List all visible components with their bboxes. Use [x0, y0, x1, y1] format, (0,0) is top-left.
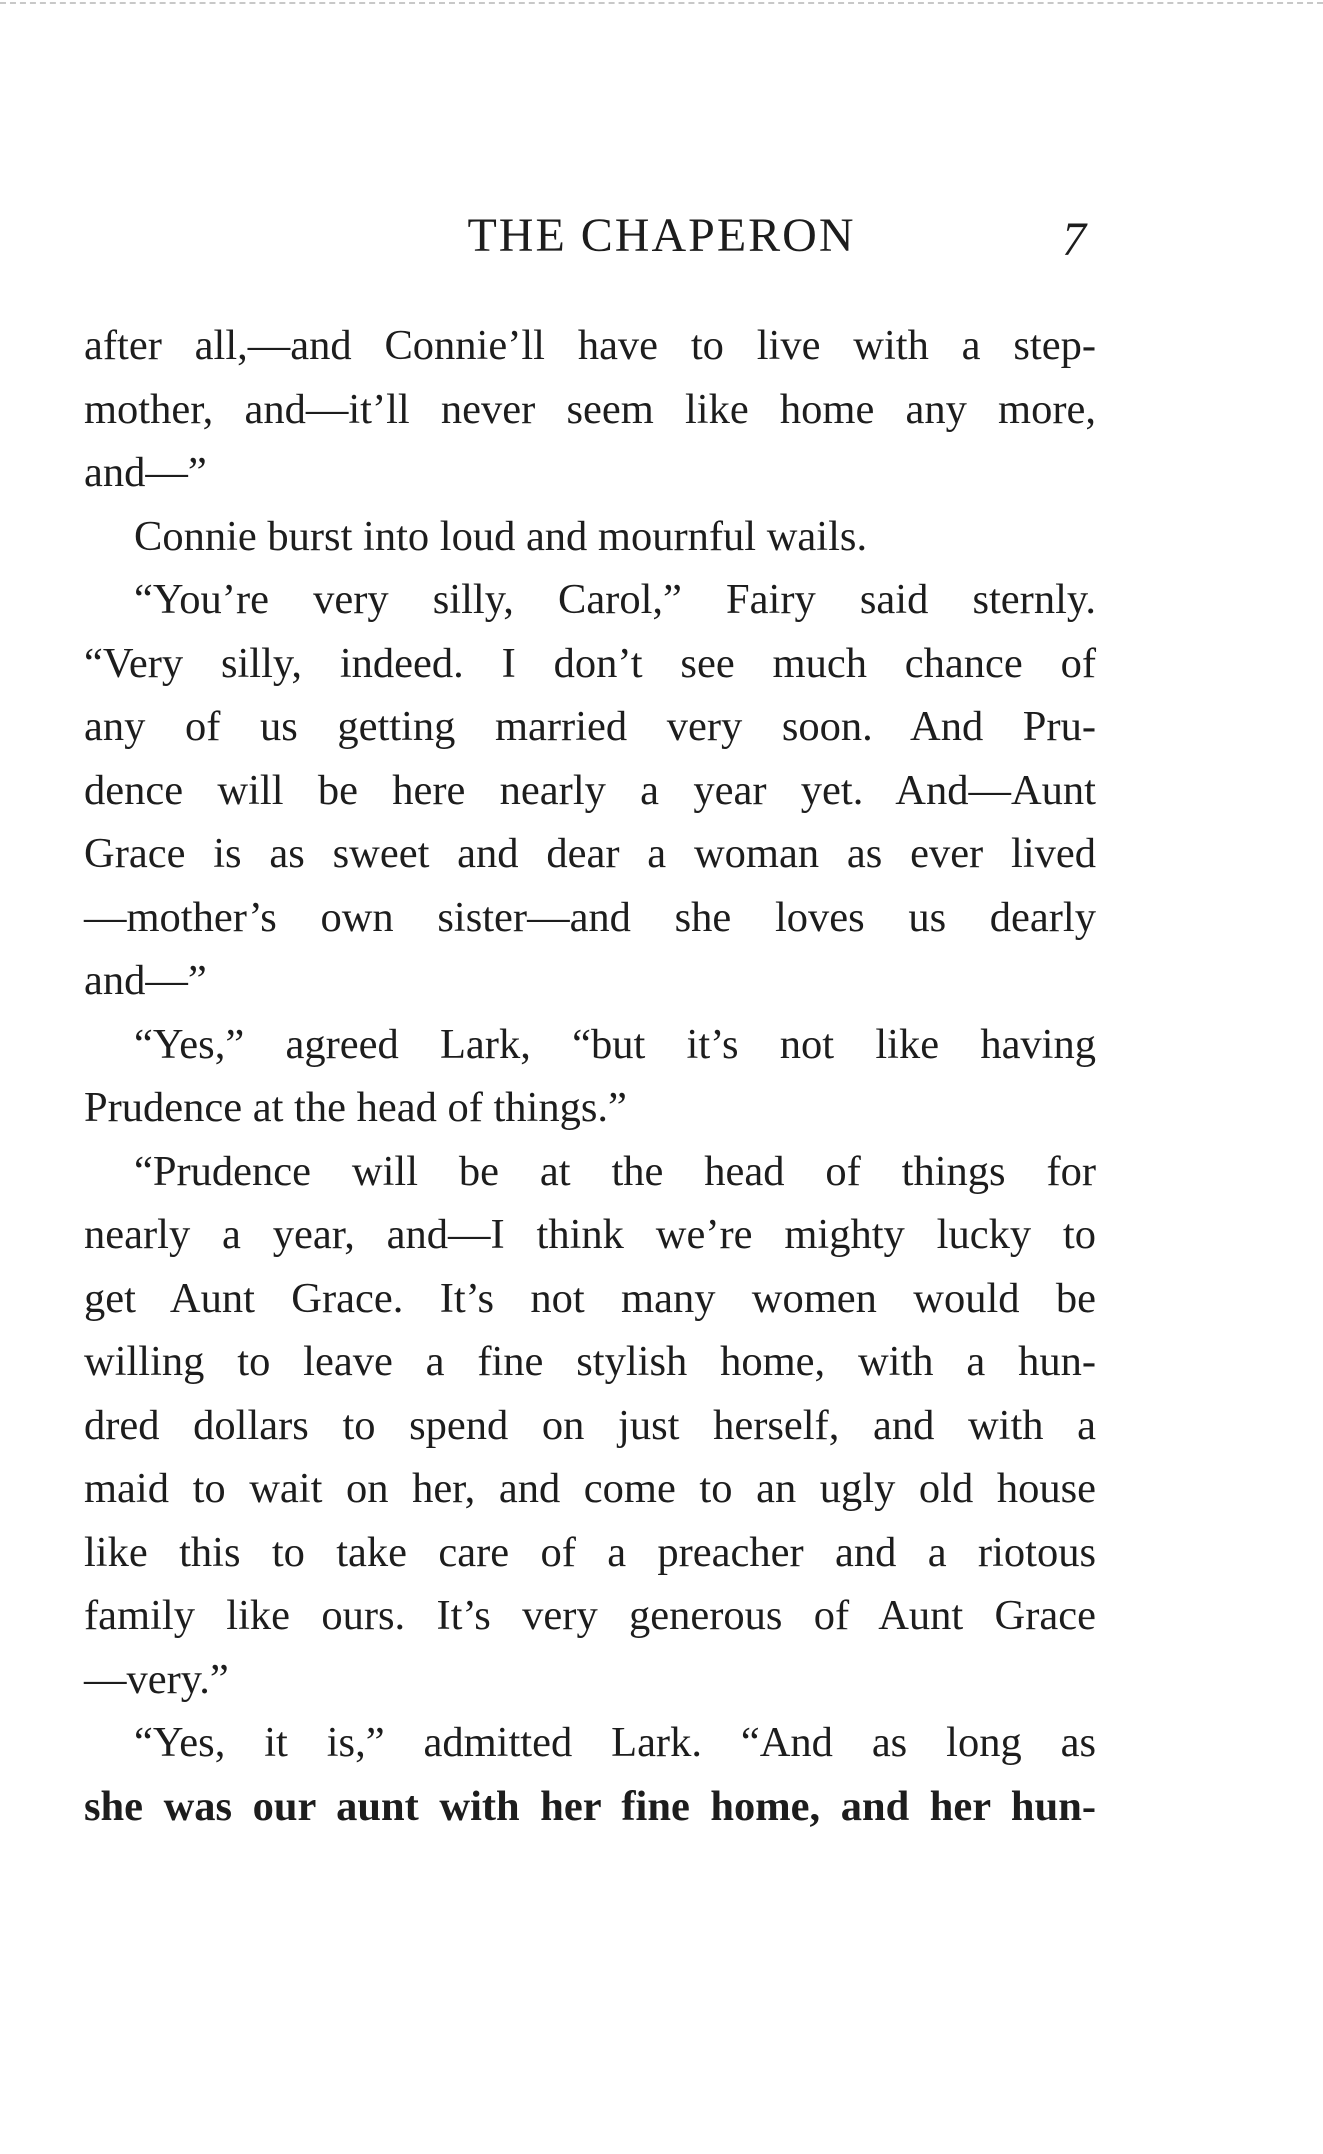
text-line: mother, and—it’ll never seem like home any more,: [84, 385, 1096, 433]
text-line: dred dollars to spend on just herself, and with a: [84, 1401, 1096, 1449]
body-text: [84, 314, 1096, 1838]
text-line: and—”: [84, 957, 207, 1004]
text-line: Grace is as sweet and dear a woman as ever lived: [84, 830, 1096, 877]
text-line: get Aunt Grace. It’s not many women would be: [84, 1274, 1096, 1322]
text-line: willing to leave a fine stylish home, with a hun-: [84, 1338, 1096, 1385]
text-line: “Very silly, indeed. I don’t see much chance of: [84, 639, 1096, 687]
text-line: “Yes,” agreed Lark, “but it’s not like having: [134, 1020, 1096, 1068]
text-line: family like ours. It’s very generous of Aunt Grace: [84, 1592, 1096, 1639]
text-line: any of us getting married very soon. And Pru-: [84, 703, 1096, 750]
text-line: —mother’s own sister—and she loves us dearly: [84, 893, 1096, 941]
text-line: Prudence at the head of things.”: [84, 1084, 627, 1131]
text-line: maid to wait on her, and come to an ugly old house: [84, 1465, 1096, 1512]
text-line: “Yes, it is,” admitted Lark. “And as long as: [134, 1719, 1096, 1766]
text-line: “You’re very silly, Carol,” Fairy said sternly.: [134, 576, 1096, 623]
page-top-edge: [0, 2, 1323, 4]
page-header: [0, 206, 1323, 266]
text-line: after all,—and Connie’ll have to live with a step-: [84, 322, 1096, 369]
text-line: Connie burst into loud and mournful wails.: [134, 512, 868, 560]
text-line: “Prudence will be at the head of things for: [134, 1147, 1096, 1195]
text-line: dence will be here nearly a year yet. And—Aunt: [84, 766, 1096, 814]
text-line: —very.”: [84, 1655, 229, 1703]
text-line: like this to take care of a preacher and a riotous: [84, 1528, 1096, 1576]
text-line: nearly a year, and—I think we’re mighty lucky to: [84, 1211, 1096, 1258]
text-line: and—”: [84, 449, 207, 496]
text-line: she was our aunt with her fine home, and her hun-: [84, 1782, 1096, 1830]
page-number: 7: [1062, 213, 1086, 266]
running-head: THE CHAPERON: [467, 209, 856, 262]
